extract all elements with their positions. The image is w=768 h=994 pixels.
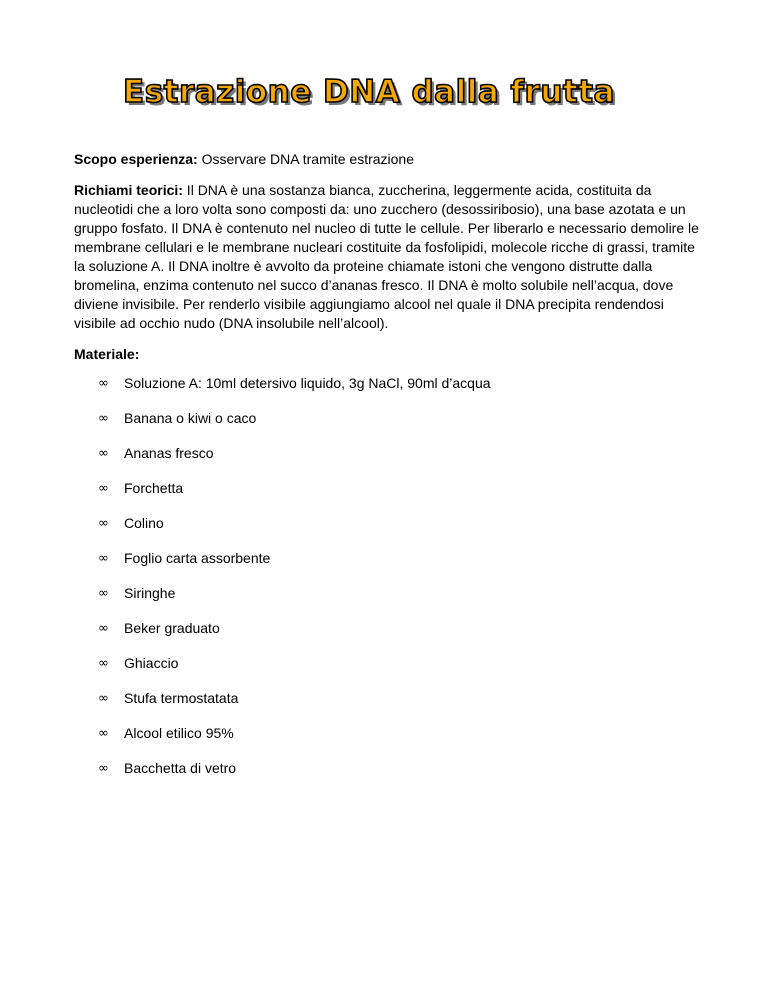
list-item [74, 514, 699, 549]
scope-label: Scopo esperienza: [74, 151, 198, 167]
list-item [74, 759, 699, 794]
list-item [74, 689, 699, 724]
list-item [74, 584, 699, 619]
materials-label: Materiale: [74, 346, 140, 362]
list-item [74, 654, 699, 689]
infinity-bullet-icon: ∞ [98, 446, 109, 461]
infinity-bullet-icon: ∞ [98, 726, 109, 741]
list-item [74, 549, 699, 584]
infinity-bullet-icon: ∞ [98, 411, 109, 426]
infinity-bullet-icon: ∞ [98, 551, 109, 566]
list-item-text: Forchetta [124, 480, 184, 496]
materials-list [74, 374, 699, 794]
infinity-bullet-icon: ∞ [98, 516, 109, 531]
document-body [74, 150, 699, 794]
list-item-text: Siringhe [124, 585, 176, 601]
list-item-text: Ghiaccio [124, 655, 179, 671]
list-item-text: Bacchetta di vetro [124, 760, 237, 776]
list-item [74, 479, 699, 514]
list-item-text: Soluzione A: 10ml detersivo liquido, 3g NaCl, 90ml d’acqua [124, 375, 491, 391]
infinity-bullet-icon: ∞ [98, 691, 109, 706]
list-item-text: Colino [124, 515, 164, 531]
infinity-bullet-icon: ∞ [98, 761, 109, 776]
infinity-bullet-icon: ∞ [98, 481, 109, 496]
list-item-text: Beker graduato [124, 620, 220, 636]
infinity-bullet-icon: ∞ [98, 586, 109, 601]
scope-paragraph [74, 150, 699, 169]
list-item [74, 724, 699, 759]
list-item-text: Stufa termostatata [124, 690, 239, 706]
theory-text: Il DNA è una sostanza bianca, zuccherina, leggermente acida, costituita da nucleotidi che a loro volta sono composti da: uno zucchero (desossiribosio), una base azotata e un gruppo fosfato. Il DNA è contenuto nel nucleo di tutte le cellule. Per liberarlo e necessario demolire le membrane cellulari e le membrane nucleari costituite da fosfolipidi, molecole ricche di grassi, tramite la soluzione A. Il DNA inoltre è avvolto da proteine chiamate istoni che vengono distrutte dalla bromelina, enzima contenuto nel succo d’ananas fresco. Il DNA è molto solubile nell’acqua, dove diviene invisibile. Per renderlo visibile aggiungiamo alcool nel quale il DNA precipita rendendosi visibile ad occhio nudo (DNA insolubile nell’alcool). [74, 182, 699, 331]
infinity-bullet-icon: ∞ [98, 621, 109, 636]
infinity-bullet-icon: ∞ [98, 376, 109, 391]
title-container [0, 74, 768, 110]
list-item [74, 619, 699, 654]
document-title: Estrazione DNA dalla frutta [123, 74, 615, 110]
list-item-text: Ananas fresco [124, 445, 214, 461]
infinity-bullet-icon: ∞ [98, 656, 109, 671]
list-item-text: Banana o kiwi o caco [124, 410, 257, 426]
list-item [74, 374, 699, 409]
list-item-text: Foglio carta assorbente [124, 550, 271, 566]
theory-paragraph [74, 181, 699, 333]
scope-text: Osservare DNA tramite estrazione [197, 151, 414, 167]
list-item [74, 444, 699, 479]
theory-label: Richiami teorici: [74, 182, 183, 198]
list-item-text: Alcool etilico 95% [124, 725, 234, 741]
materials-heading-paragraph [74, 345, 699, 364]
list-item [74, 409, 699, 444]
